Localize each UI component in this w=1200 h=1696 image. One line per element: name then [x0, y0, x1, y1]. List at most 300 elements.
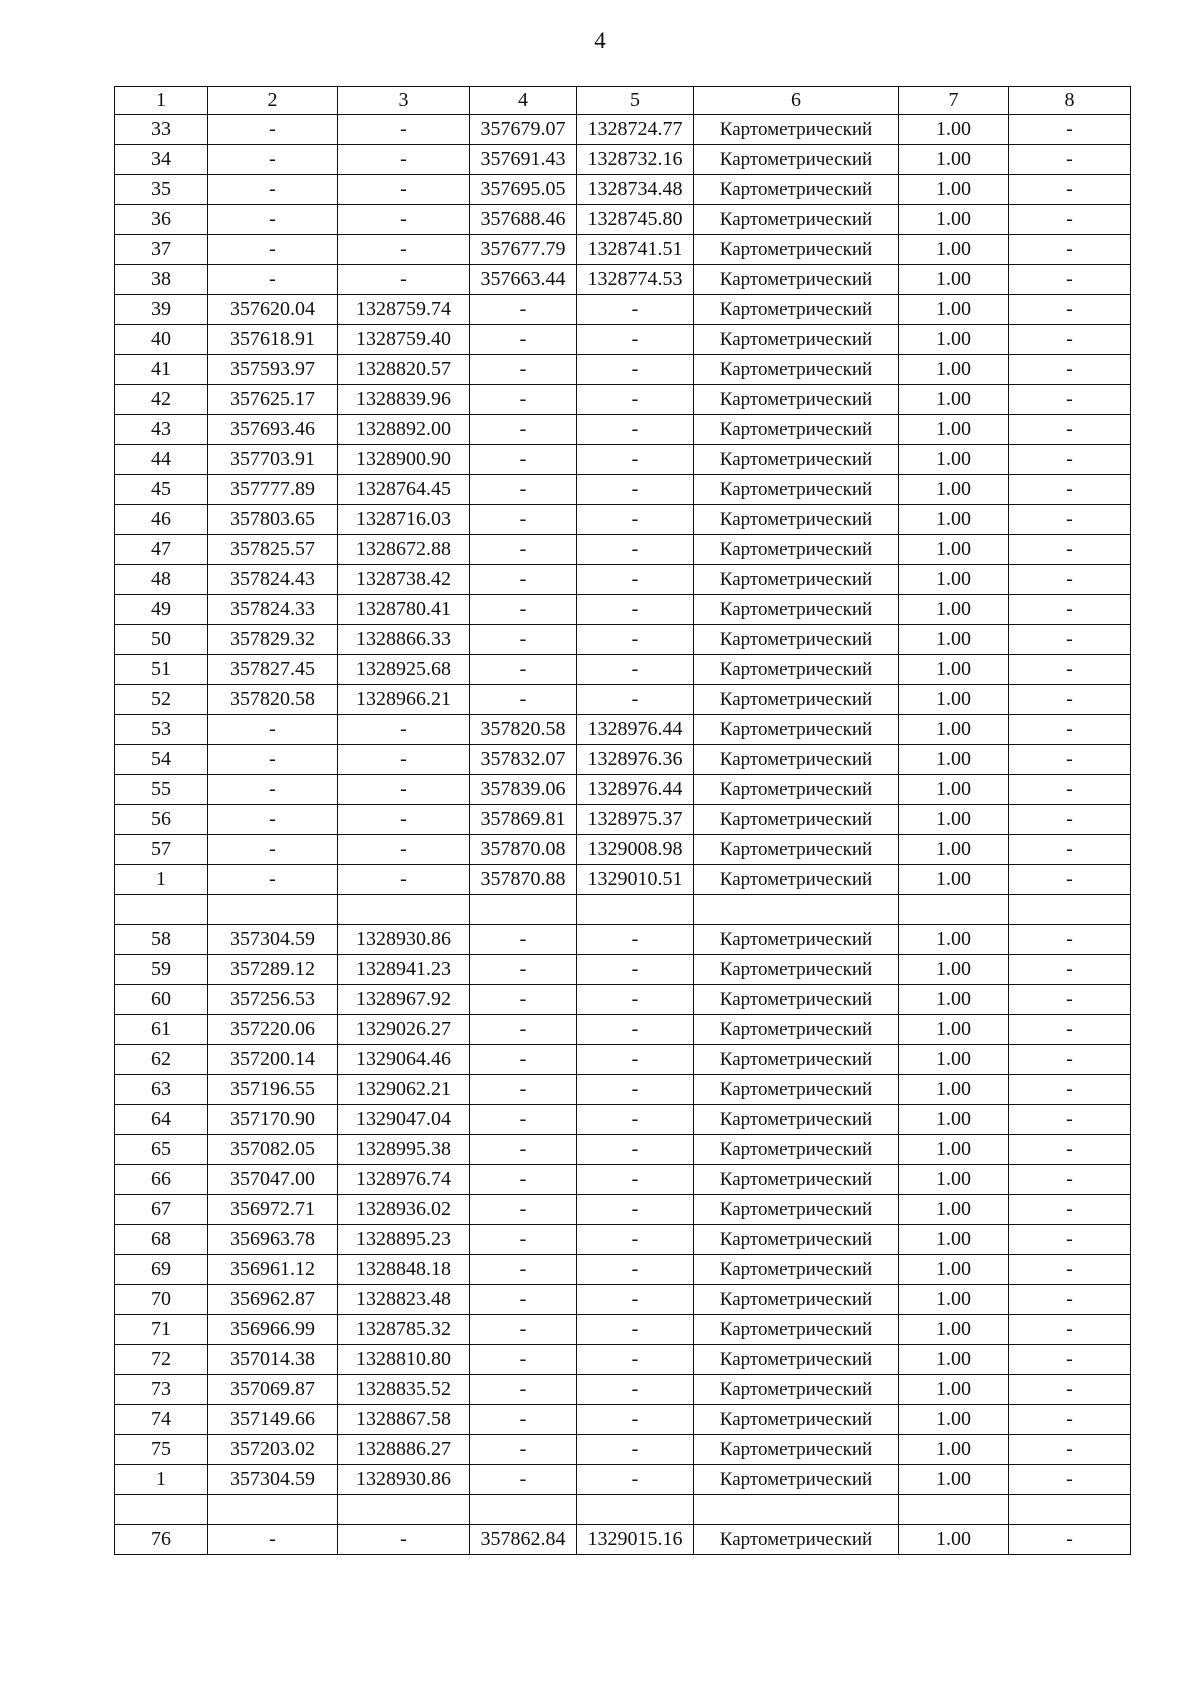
table-cell: -	[470, 565, 577, 595]
table-cell: -	[1009, 115, 1131, 145]
table-cell: Картометрический	[694, 625, 899, 655]
table-cell	[115, 1495, 208, 1525]
table-cell: 357827.45	[208, 655, 338, 685]
table-cell: 1328976.44	[577, 715, 694, 745]
table-row	[115, 205, 1131, 235]
table-cell: 47	[115, 535, 208, 565]
table-cell: 49	[115, 595, 208, 625]
table-cell: -	[470, 535, 577, 565]
table-cell: 357625.17	[208, 385, 338, 415]
table-cell: -	[470, 1375, 577, 1405]
table-cell: 1.00	[899, 535, 1009, 565]
table-cell: 38	[115, 265, 208, 295]
table-cell: Картометрический	[694, 1405, 899, 1435]
table-cell: -	[470, 685, 577, 715]
table-row	[115, 745, 1131, 775]
table-cell: 1328810.80	[338, 1345, 470, 1375]
table-cell: -	[577, 505, 694, 535]
table-cell: 1328976.36	[577, 745, 694, 775]
table-cell: -	[1009, 175, 1131, 205]
table-row	[115, 1495, 1131, 1525]
table-cell: 1328764.45	[338, 475, 470, 505]
table-cell: -	[1009, 1075, 1131, 1105]
table-cell: -	[577, 1105, 694, 1135]
table-cell: -	[577, 1195, 694, 1225]
table-cell: Картометрический	[694, 115, 899, 145]
table-cell: -	[1009, 475, 1131, 505]
table-cell: 1328925.68	[338, 655, 470, 685]
table-cell: 356961.12	[208, 1255, 338, 1285]
table-cell: 1328785.32	[338, 1315, 470, 1345]
table-cell: 40	[115, 325, 208, 355]
table-cell: -	[338, 265, 470, 295]
table-cell: 357688.46	[470, 205, 577, 235]
table-row	[115, 1075, 1131, 1105]
table-cell: 70	[115, 1285, 208, 1315]
table-header-row	[115, 87, 1131, 115]
table-cell: 1328995.38	[338, 1135, 470, 1165]
table-cell: 357869.81	[470, 805, 577, 835]
table-row	[115, 955, 1131, 985]
table-cell: Картометрический	[694, 385, 899, 415]
table-row	[115, 1315, 1131, 1345]
table-cell: 357839.06	[470, 775, 577, 805]
table-cell: -	[1009, 565, 1131, 595]
table-cell: Картометрический	[694, 745, 899, 775]
table-cell: -	[577, 1285, 694, 1315]
table-cell: -	[1009, 745, 1131, 775]
table-cell: -	[577, 595, 694, 625]
table-cell: 1328732.16	[577, 145, 694, 175]
table-cell: -	[470, 955, 577, 985]
table-cell	[208, 1495, 338, 1525]
table-cell: 357824.33	[208, 595, 338, 625]
table-cell: 37	[115, 235, 208, 265]
table-cell: -	[338, 1525, 470, 1555]
table-cell: -	[208, 835, 338, 865]
table-cell: -	[470, 325, 577, 355]
table-row	[115, 1255, 1131, 1285]
table-cell: 357695.05	[470, 175, 577, 205]
table-cell: -	[338, 145, 470, 175]
table-cell: 1.00	[899, 1465, 1009, 1495]
table-cell: Картометрический	[694, 865, 899, 895]
table-row	[115, 1465, 1131, 1495]
table-cell: 1.00	[899, 295, 1009, 325]
table-cell: Картометрический	[694, 685, 899, 715]
table-cell: -	[1009, 445, 1131, 475]
table-cell: -	[577, 1045, 694, 1075]
table-cell: 357014.38	[208, 1345, 338, 1375]
table-cell: 357832.07	[470, 745, 577, 775]
table-cell: 74	[115, 1405, 208, 1435]
table-row	[115, 1345, 1131, 1375]
table-cell: 1328738.42	[338, 565, 470, 595]
table-cell: 61	[115, 1015, 208, 1045]
table-cell: Картометрический	[694, 1075, 899, 1105]
table-cell: 1329047.04	[338, 1105, 470, 1135]
table-cell: Картометрический	[694, 415, 899, 445]
table-cell: 45	[115, 475, 208, 505]
table-cell: 1328835.52	[338, 1375, 470, 1405]
table-cell: 1.00	[899, 1405, 1009, 1435]
table-cell: 1328716.03	[338, 505, 470, 535]
table-cell: -	[1009, 355, 1131, 385]
table-row	[115, 895, 1131, 925]
table-row	[115, 1375, 1131, 1405]
table-cell: -	[470, 1225, 577, 1255]
table-cell: 356962.87	[208, 1285, 338, 1315]
table-cell: 1328966.21	[338, 685, 470, 715]
table-cell: 34	[115, 145, 208, 175]
table-cell: -	[470, 1045, 577, 1075]
table-cell	[694, 895, 899, 925]
table-cell: Картометрический	[694, 1315, 899, 1345]
table-row	[115, 325, 1131, 355]
table-cell: -	[1009, 1135, 1131, 1165]
table-cell: -	[208, 805, 338, 835]
table-cell: -	[1009, 835, 1131, 865]
table-row	[115, 1225, 1131, 1255]
table-cell: 357304.59	[208, 1465, 338, 1495]
table-cell: 357870.08	[470, 835, 577, 865]
table-cell: -	[577, 1345, 694, 1375]
table-cell: Картометрический	[694, 595, 899, 625]
table-cell: -	[1009, 205, 1131, 235]
table-cell: 1.00	[899, 1135, 1009, 1165]
table-cell: Картометрический	[694, 235, 899, 265]
table-row	[115, 265, 1131, 295]
table-cell: -	[577, 1015, 694, 1045]
table-cell: 1.00	[899, 835, 1009, 865]
table-cell: 1.00	[899, 475, 1009, 505]
table-cell: 1328848.18	[338, 1255, 470, 1285]
table-row	[115, 295, 1131, 325]
table-cell: 1328741.51	[577, 235, 694, 265]
table-cell: 1328759.40	[338, 325, 470, 355]
table-cell: 357679.07	[470, 115, 577, 145]
table-row	[115, 235, 1131, 265]
table-cell: -	[577, 955, 694, 985]
table-cell: Картометрический	[694, 1345, 899, 1375]
table-cell: 1.00	[899, 325, 1009, 355]
table-cell: -	[1009, 295, 1131, 325]
table-row	[115, 1015, 1131, 1045]
table-cell: -	[1009, 1255, 1131, 1285]
table-cell: 357803.65	[208, 505, 338, 535]
table-cell: -	[338, 235, 470, 265]
table-cell: -	[208, 775, 338, 805]
table-cell: 357677.79	[470, 235, 577, 265]
table-cell: 1.00	[899, 1255, 1009, 1285]
table-cell: 36	[115, 205, 208, 235]
table-row	[115, 715, 1131, 745]
table-row	[115, 385, 1131, 415]
table-cell: 1329026.27	[338, 1015, 470, 1045]
table-cell: -	[1009, 805, 1131, 835]
table-cell: 1.00	[899, 955, 1009, 985]
table-cell: -	[577, 415, 694, 445]
table-cell: -	[338, 745, 470, 775]
table-cell: 68	[115, 1225, 208, 1255]
table-cell: 1.00	[899, 595, 1009, 625]
table-row	[115, 985, 1131, 1015]
table-cell: 1.00	[899, 235, 1009, 265]
table-cell: 357170.90	[208, 1105, 338, 1135]
table-cell: -	[470, 1105, 577, 1135]
table-cell	[577, 1495, 694, 1525]
table-cell: 1328820.57	[338, 355, 470, 385]
table-cell: -	[208, 175, 338, 205]
table-cell: 357289.12	[208, 955, 338, 985]
table-cell: -	[1009, 1405, 1131, 1435]
table-cell: Картометрический	[694, 355, 899, 385]
table-cell: 44	[115, 445, 208, 475]
table-cell: Картометрический	[694, 145, 899, 175]
table-cell: -	[470, 1015, 577, 1045]
table-cell: 357862.84	[470, 1525, 577, 1555]
table-cell: -	[1009, 235, 1131, 265]
table-cell: 1.00	[899, 1345, 1009, 1375]
table-cell: -	[577, 1165, 694, 1195]
table-cell: -	[1009, 505, 1131, 535]
table-cell: 357820.58	[208, 685, 338, 715]
table-cell: -	[1009, 325, 1131, 355]
table-cell: -	[338, 175, 470, 205]
table-cell: 51	[115, 655, 208, 685]
table-cell: 58	[115, 925, 208, 955]
table-cell: -	[208, 205, 338, 235]
table-row	[115, 535, 1131, 565]
table-cell: -	[1009, 1045, 1131, 1075]
column-header: 2	[208, 87, 338, 115]
table-cell: 1.00	[899, 415, 1009, 445]
table-cell: -	[470, 505, 577, 535]
table-cell: -	[338, 115, 470, 145]
table-cell: 1.00	[899, 1285, 1009, 1315]
table-cell: -	[470, 295, 577, 325]
table-cell: -	[1009, 775, 1131, 805]
table-cell: -	[577, 475, 694, 505]
table-cell: 46	[115, 505, 208, 535]
table-cell: -	[577, 625, 694, 655]
table-cell: 1.00	[899, 265, 1009, 295]
table-cell: 1328975.37	[577, 805, 694, 835]
table-cell: 64	[115, 1105, 208, 1135]
table-cell: Картометрический	[694, 1015, 899, 1045]
table-row	[115, 925, 1131, 955]
table-cell: 1.00	[899, 625, 1009, 655]
table-cell: 357663.44	[470, 265, 577, 295]
table-cell: 1.00	[899, 1195, 1009, 1225]
table-cell: -	[1009, 1375, 1131, 1405]
table-cell: -	[208, 745, 338, 775]
table-cell: -	[577, 1315, 694, 1345]
table-row	[115, 415, 1131, 445]
table-cell: 357820.58	[470, 715, 577, 745]
table-cell	[470, 1495, 577, 1525]
column-header: 3	[338, 87, 470, 115]
table-cell: Картометрический	[694, 325, 899, 355]
table-cell: -	[470, 1465, 577, 1495]
table-cell: -	[470, 385, 577, 415]
table-row	[115, 175, 1131, 205]
table-cell: 357829.32	[208, 625, 338, 655]
table-cell: -	[1009, 535, 1131, 565]
table-cell: 1329015.16	[577, 1525, 694, 1555]
table-cell: 357256.53	[208, 985, 338, 1015]
table-row	[115, 505, 1131, 535]
table-cell: Картометрический	[694, 955, 899, 985]
table-cell: -	[208, 715, 338, 745]
table-cell: 1.00	[899, 865, 1009, 895]
table-cell: 357082.05	[208, 1135, 338, 1165]
table-cell: 1.00	[899, 1105, 1009, 1135]
table-row	[115, 625, 1131, 655]
table-cell: Картометрический	[694, 925, 899, 955]
table-cell: -	[1009, 1315, 1131, 1345]
table-cell: 357620.04	[208, 295, 338, 325]
table-cell	[338, 895, 470, 925]
table-row	[115, 1165, 1131, 1195]
table-cell: 357618.91	[208, 325, 338, 355]
table-cell: -	[338, 775, 470, 805]
table-cell: -	[1009, 145, 1131, 175]
table-cell: 1328967.92	[338, 985, 470, 1015]
table-cell: -	[470, 1135, 577, 1165]
table-cell: -	[1009, 685, 1131, 715]
table-cell: Картометрический	[694, 1105, 899, 1135]
table-cell: 1328941.23	[338, 955, 470, 985]
table-cell: 1.00	[899, 1165, 1009, 1195]
table-cell: -	[470, 625, 577, 655]
table-cell: Картометрический	[694, 1375, 899, 1405]
table-cell: -	[577, 1075, 694, 1105]
table-cell: -	[577, 535, 694, 565]
table-cell: -	[1009, 1525, 1131, 1555]
table-row	[115, 565, 1131, 595]
table-cell: -	[577, 1465, 694, 1495]
table-cell: 52	[115, 685, 208, 715]
table-cell: Картометрический	[694, 1255, 899, 1285]
table-cell: -	[1009, 1165, 1131, 1195]
table-cell: -	[577, 325, 694, 355]
table-cell: 1.00	[899, 925, 1009, 955]
table-cell: 65	[115, 1135, 208, 1165]
table-cell: Картометрический	[694, 175, 899, 205]
column-header: 5	[577, 87, 694, 115]
table-cell: -	[1009, 1225, 1131, 1255]
table-cell: Картометрический	[694, 535, 899, 565]
table-row	[115, 1135, 1131, 1165]
table-cell: 356963.78	[208, 1225, 338, 1255]
table-cell: -	[470, 595, 577, 625]
table-cell: 1.00	[899, 1015, 1009, 1045]
table-cell: 1328745.80	[577, 205, 694, 235]
table-cell: Картометрический	[694, 1285, 899, 1315]
table-cell: 1328839.96	[338, 385, 470, 415]
table-cell: 54	[115, 745, 208, 775]
table-cell: 1.00	[899, 1435, 1009, 1465]
table-cell: -	[1009, 1195, 1131, 1225]
table-cell: Картометрический	[694, 1465, 899, 1495]
table-cell: -	[1009, 655, 1131, 685]
table-cell: -	[1009, 1345, 1131, 1375]
table-cell: -	[208, 145, 338, 175]
table-cell: Картометрический	[694, 715, 899, 745]
table-cell: -	[470, 1405, 577, 1435]
table-cell: 53	[115, 715, 208, 745]
table-row	[115, 115, 1131, 145]
table-row	[115, 595, 1131, 625]
table-cell: 1328774.53	[577, 265, 694, 295]
table-cell: 1.00	[899, 445, 1009, 475]
table-cell: 1328866.33	[338, 625, 470, 655]
table-cell: -	[470, 355, 577, 385]
table-cell: Картометрический	[694, 295, 899, 325]
table-cell: -	[470, 925, 577, 955]
table-cell: 1328976.74	[338, 1165, 470, 1195]
table-cell: -	[208, 265, 338, 295]
table-cell: -	[470, 1165, 577, 1195]
table-cell: 60	[115, 985, 208, 1015]
table-cell: -	[577, 1255, 694, 1285]
table-cell: 1.00	[899, 685, 1009, 715]
table-cell: Картометрический	[694, 1165, 899, 1195]
table-cell: 1.00	[899, 775, 1009, 805]
table-row	[115, 1525, 1131, 1555]
table-cell: Картометрический	[694, 835, 899, 865]
table-cell: 1.00	[899, 655, 1009, 685]
table-cell: -	[208, 865, 338, 895]
table-cell: 72	[115, 1345, 208, 1375]
table-cell: 1.00	[899, 115, 1009, 145]
table-cell	[338, 1495, 470, 1525]
table-cell: 1.00	[899, 745, 1009, 775]
table-cell: -	[577, 685, 694, 715]
table-cell: 1.00	[899, 145, 1009, 175]
table-cell: -	[208, 115, 338, 145]
table-cell: 43	[115, 415, 208, 445]
coordinates-table	[114, 86, 1131, 1555]
table-cell: 1.00	[899, 1075, 1009, 1105]
table-cell: 55	[115, 775, 208, 805]
table-cell: 357870.88	[470, 865, 577, 895]
table-cell: Картометрический	[694, 445, 899, 475]
table-cell	[577, 895, 694, 925]
table-cell: Картометрический	[694, 265, 899, 295]
table-cell: 1328724.77	[577, 115, 694, 145]
table-cell: Картометрический	[694, 1225, 899, 1255]
table-row	[115, 1105, 1131, 1135]
table-cell: 1328936.02	[338, 1195, 470, 1225]
table-row	[115, 805, 1131, 835]
table-cell: 1329062.21	[338, 1075, 470, 1105]
table-cell: Картометрический	[694, 775, 899, 805]
table-cell: 1.00	[899, 1375, 1009, 1405]
table-cell: -	[1009, 1285, 1131, 1315]
table-cell: -	[470, 985, 577, 1015]
table-cell: -	[470, 1195, 577, 1225]
table-cell: -	[1009, 595, 1131, 625]
table-cell: -	[470, 1075, 577, 1105]
table-cell	[1009, 1495, 1131, 1525]
table-cell: -	[470, 1285, 577, 1315]
table-cell: -	[470, 1435, 577, 1465]
table-cell: 1.00	[899, 1225, 1009, 1255]
table-cell: -	[1009, 715, 1131, 745]
table-cell: -	[577, 1375, 694, 1405]
